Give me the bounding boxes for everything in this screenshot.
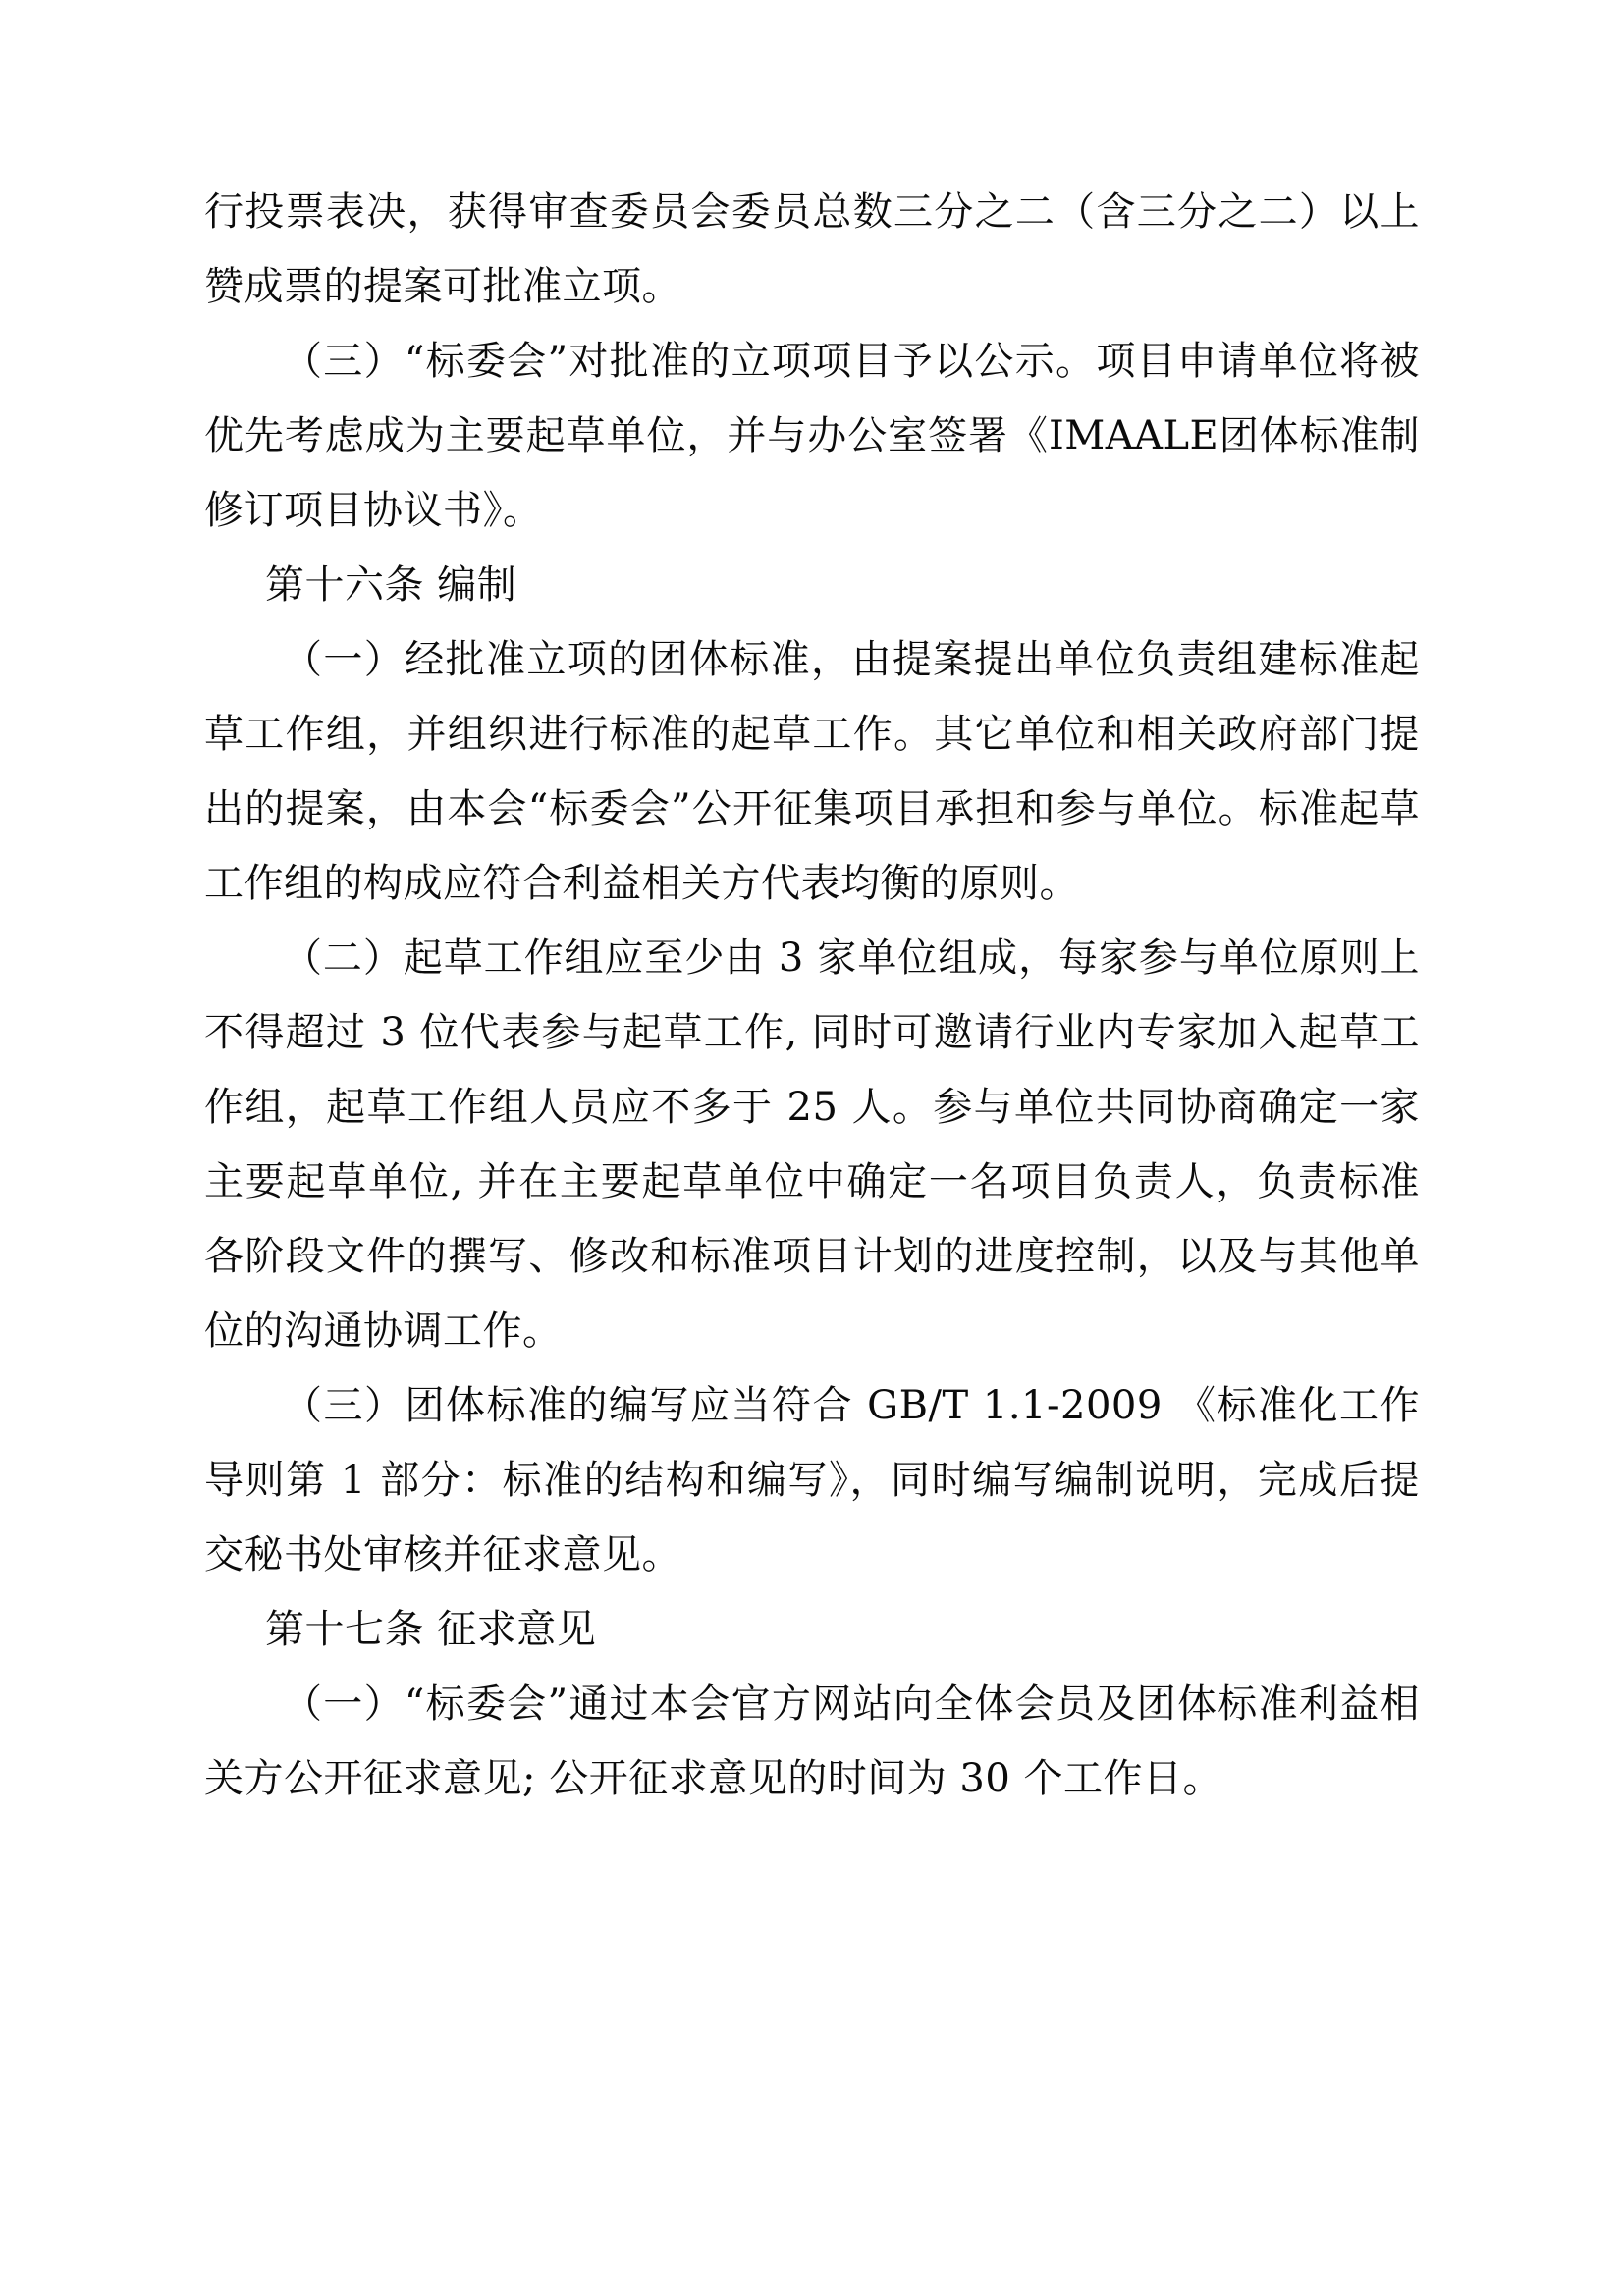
paragraph-item-one: （一）经批准立项的团体标准，由提案提出单位负责组建标准起草工作组，并组织进行标准的起草工作。其它单位和相关政府部门提出的提案，由本会“标委会”公开征集项目承担和参与单位。标准起草工作组的构成应符合利益相关方代表均衡的原则。	[204, 637, 1420, 906]
heading-article-seventeen: 第十七条 征求意见	[265, 1607, 597, 1652]
heading-article-sixteen: 第十六条 编制	[265, 562, 517, 608]
paragraph-continuation: 行投票表决，获得审查委员会委员总数三分之二（含三分之二）以上赞成票的提案可批准立项。	[204, 189, 1420, 309]
document-body	[204, 175, 1420, 1816]
paragraph-item-three: （三）“标委会”对批准的立项项目予以公示。项目申请单位将被优先考虑成为主要起草单位，并与办公室签署《IMAALE团体标准制修订项目协议书》。	[204, 339, 1420, 533]
paragraph-item-three-b: （三）团体标准的编写应当符合 GB/T 1.1-2009 《标准化工作导则第 1 部分：标准的结构和编写》，同时编写编制说明，完成后提交秘书处审核并征求意见。	[204, 1383, 1420, 1577]
paragraph-item-one-b: （一）“标委会”通过本会官方网站向全体会员及团体标准利益相关方公开征求意见; 公开征求意见的时间为 30 个工作日。	[204, 1682, 1420, 1801]
paragraph-item-two: （二）起草工作组应至少由 3 家单位组成，每家参与单位原则上不得超过 3 位代表参与起草工作, 同时可邀请行业内专家加入起草工作组，起草工作组人员应不多于 25 人。参与单位共同协商确定一家主要起草单位, 并在主要起草单位中确定一名项目负责人，负责标准各阶段文件的撰写、修改和标准项目计划的进度控制，以及与其他单位的沟通协调工作。	[204, 935, 1420, 1354]
